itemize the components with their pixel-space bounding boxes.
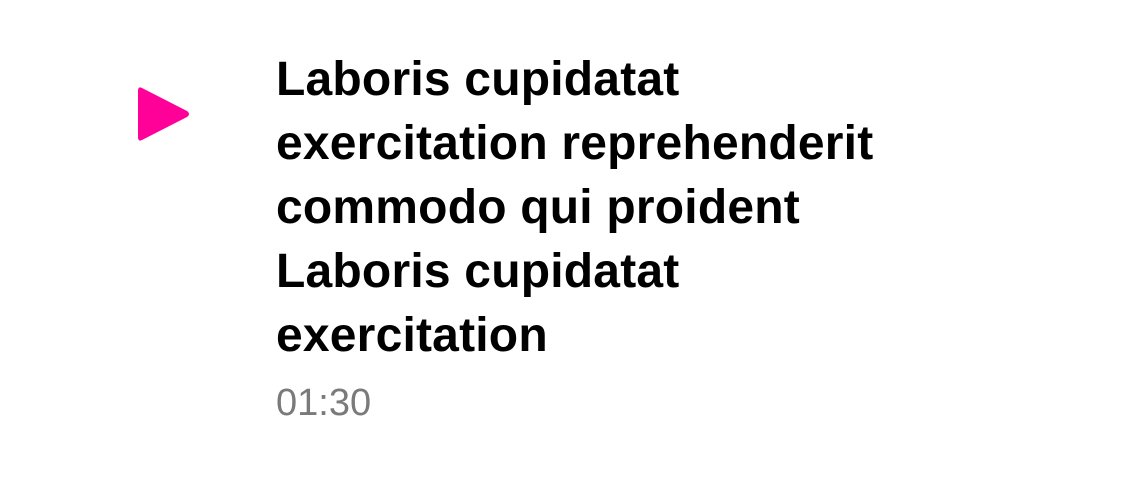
play-button[interactable] bbox=[134, 82, 192, 146]
item-content bbox=[276, 48, 1096, 426]
play-icon bbox=[134, 82, 192, 146]
duration-label: 01:30 bbox=[276, 382, 372, 424]
item-title: Laboris cupidatat exercitation reprehenderit commodo qui proident Laboris cupidatat exercitation bbox=[276, 53, 874, 362]
